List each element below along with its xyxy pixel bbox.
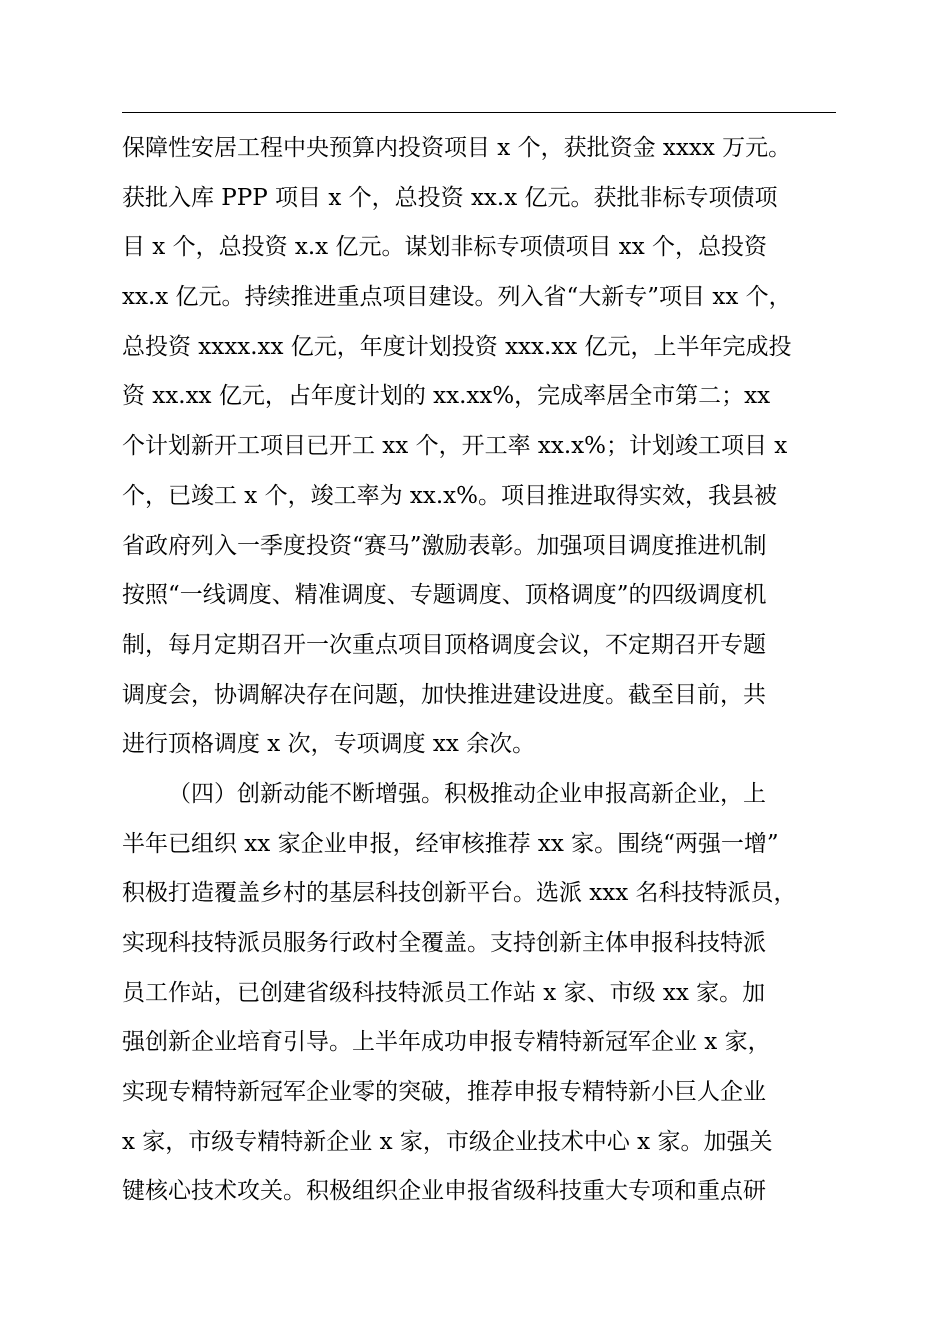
text-line: 调度会，协调解决存在问题，加快推进建设进度。截至目前，共 — [122, 681, 766, 708]
text-line: 获批入库 PPP 项目 x 个，总投资 xx.x 亿元。获批非标专项债项 — [122, 184, 778, 211]
text-line: 进行顶格调度 x 次，专项调度 xx 余次。 — [122, 731, 536, 758]
text-line: 键核心技术攻关。积极组织企业申报省级科技重大专项和重点研 — [122, 1178, 766, 1205]
text-line: 个计划新开工项目已开工 xx 个，开工率 xx.x%；计划竣工项目 x — [122, 433, 788, 460]
text-line: 制，每月定期召开一次重点项目顶格调度会议，不定期召开专题 — [122, 631, 766, 658]
text-line: 半年已组织 xx 家企业申报，经审核推荐 xx 家。围绕“两强一增” — [122, 830, 779, 857]
text-line: 强创新企业培育引导。上半年成功申报专精特新冠军企业 x 家， — [122, 1029, 771, 1056]
text-line: 省政府列入一季度投资“赛马”激励表彰。加强项目调度推进机制 — [122, 532, 767, 559]
text-line: 资 xx.xx 亿元，占年度计划的 xx.xx%，完成率居全市第二；xx — [122, 383, 771, 410]
text-line: 实现科技特派员服务行政村全覆盖。支持创新主体申报科技特派 — [122, 930, 766, 956]
text-line: 总投资 xxxx.xx 亿元，年度计划投资 xxx.xx 亿元，上半年完成投 — [122, 333, 792, 360]
text-line: （四）创新动能不断增强。积极推动企业申报高新企业，上 — [168, 780, 766, 807]
text-line: xx.x 亿元。持续推进重点项目建设。列入省“大新专”项目 xx 个， — [122, 284, 792, 311]
text-line: x 家，市级专精特新企业 x 家，市级企业技术中心 x 家。加强关 — [122, 1128, 773, 1155]
text-line: 目 x 个，总投资 x.x 亿元。谋划非标专项债项目 xx 个，总投资 — [122, 234, 768, 261]
body-text — [122, 124, 838, 1217]
header-rule — [122, 112, 836, 113]
text-line: 员工作站，已创建省级科技特派员工作站 x 家、市级 xx 家。加 — [122, 979, 766, 1006]
text-line: 个，已竣工 x 个，竣工率为 xx.x%。项目推进取得实效，我县被 — [122, 482, 777, 509]
text-line: 按照“一线调度、精准调度、专题调度、顶格调度”的四级调度机 — [122, 582, 767, 609]
text-line: 实现专精特新冠军企业零的突破，推荐申报专精特新小巨人企业 — [122, 1079, 766, 1106]
text-line: 积极打造覆盖乡村的基层科技创新平台。选派 xxx 名科技特派员， — [122, 880, 797, 907]
text-line: 保障性安居工程中央预算内投资项目 x 个，获批资金 xxxx 万元。 — [122, 135, 792, 161]
